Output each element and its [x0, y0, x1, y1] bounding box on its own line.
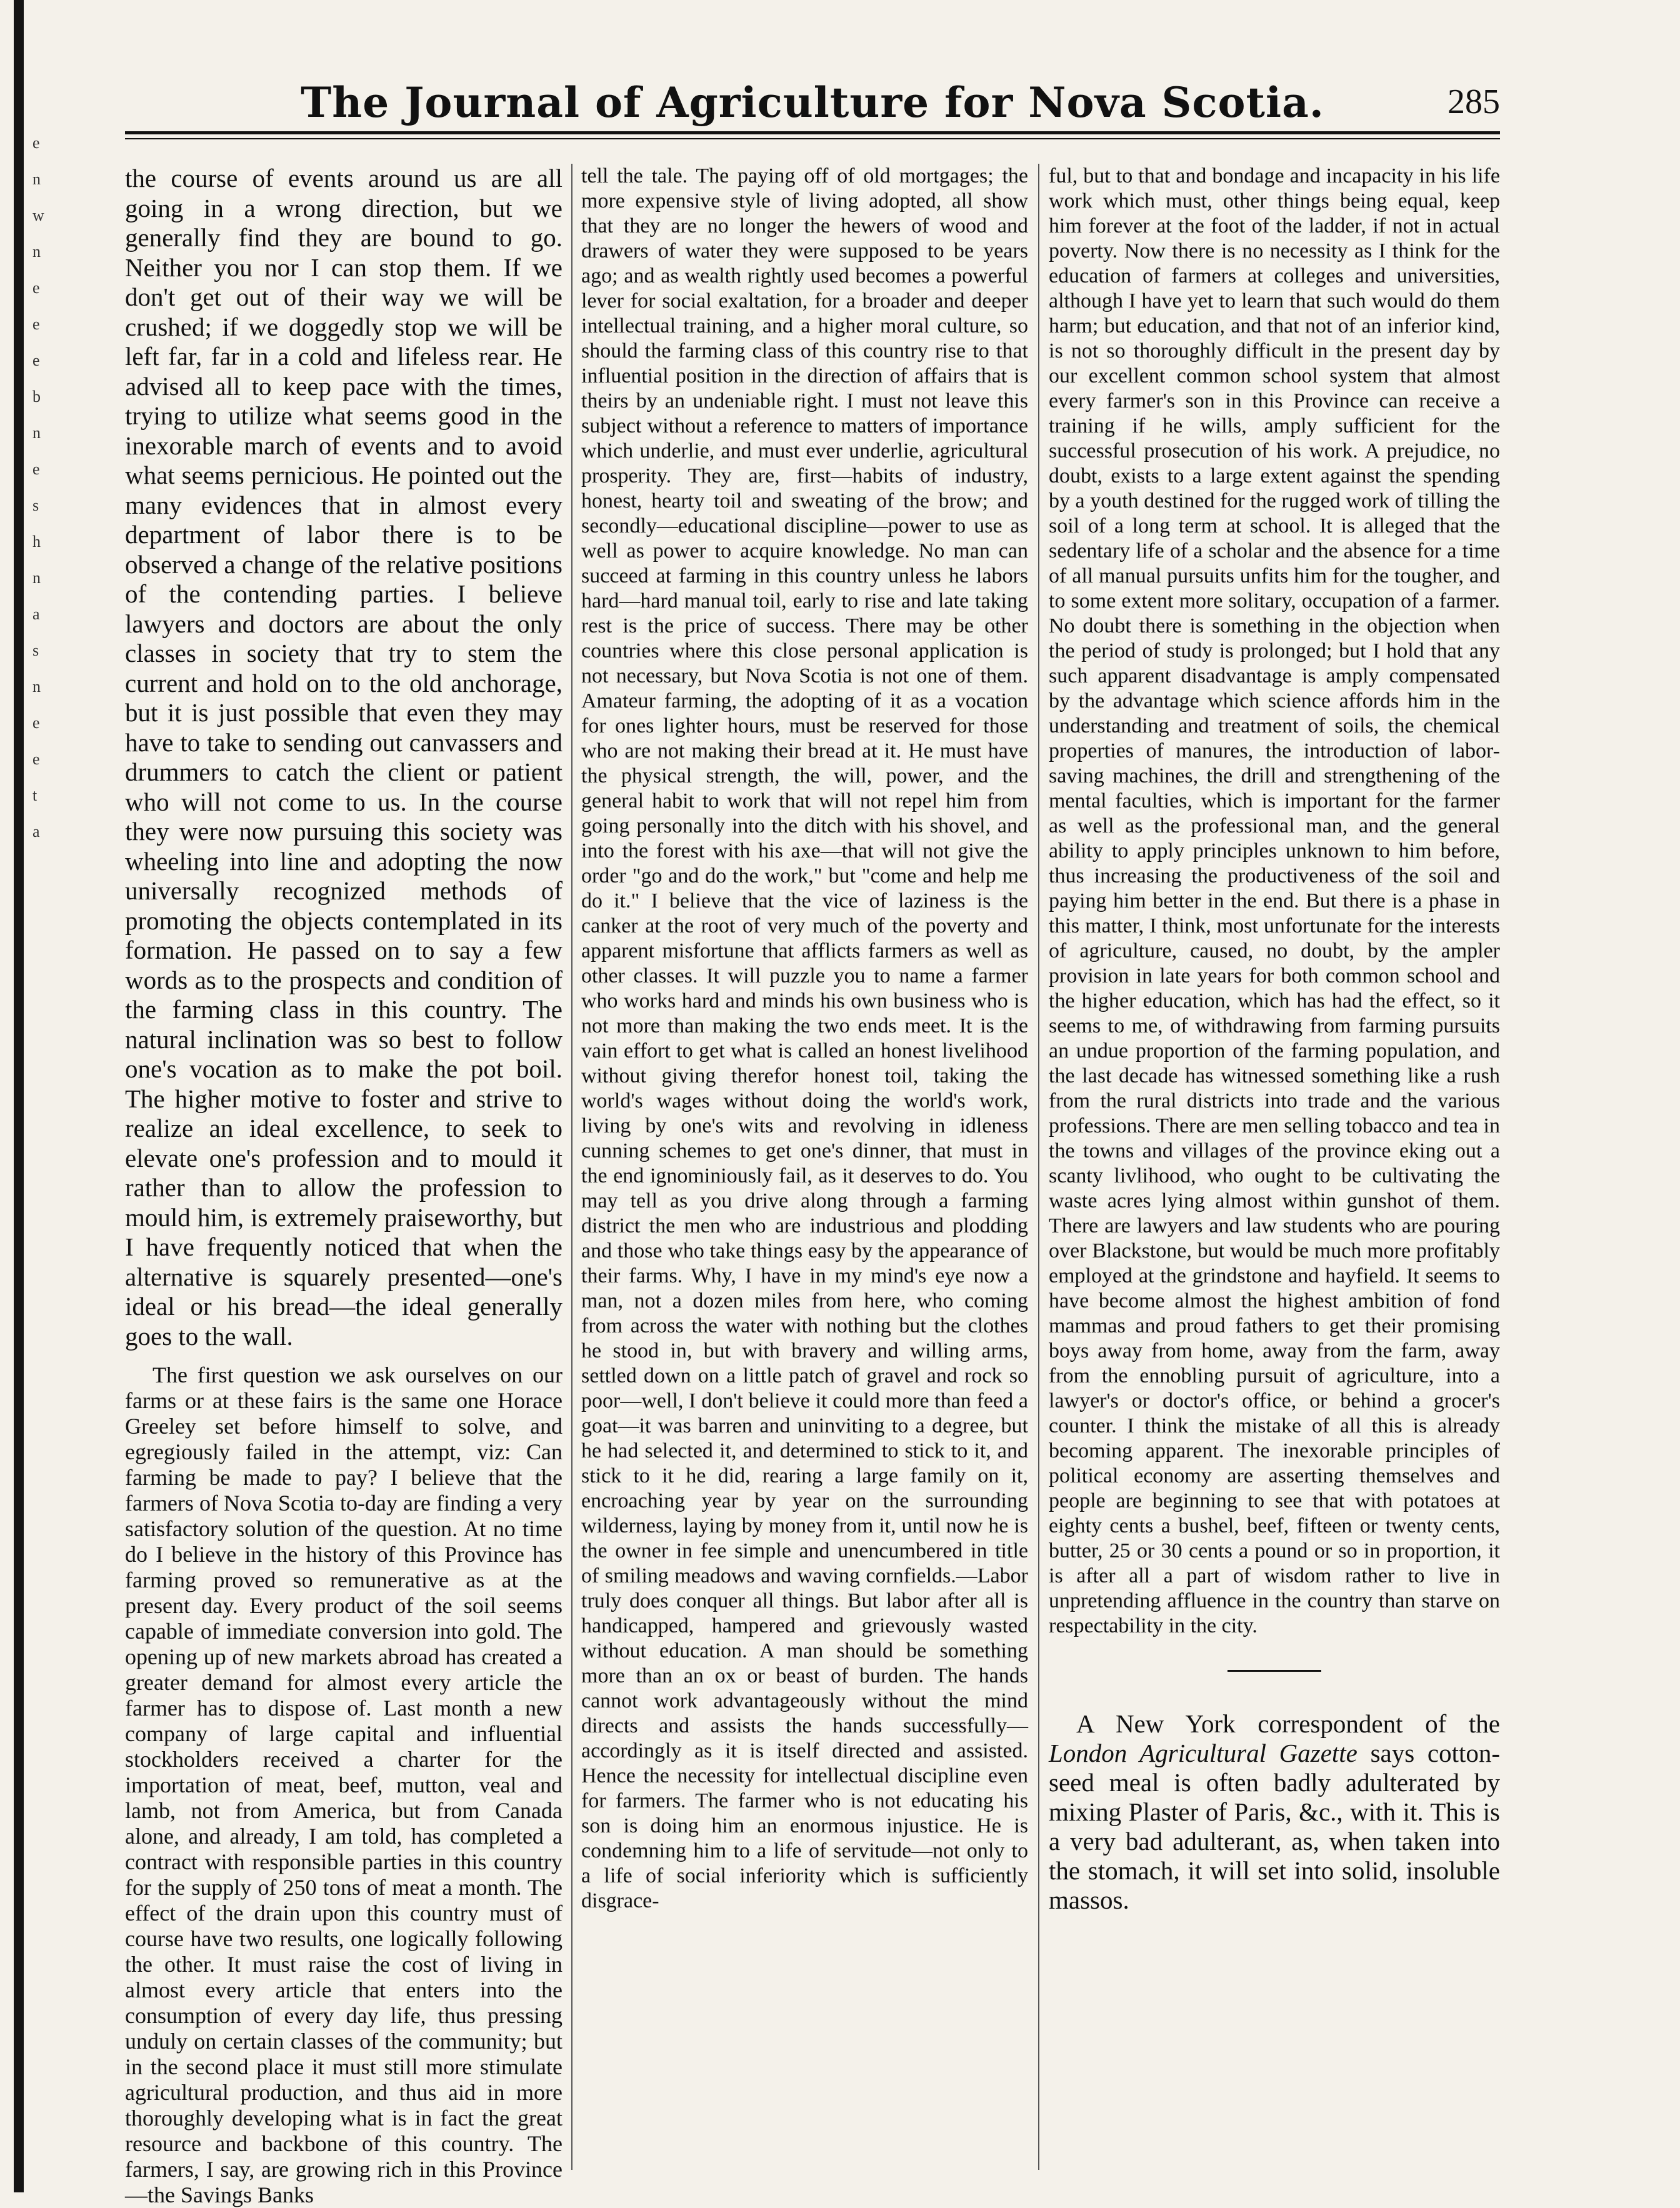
- page-header: [125, 78, 1500, 128]
- margin-fragment: e: [32, 460, 40, 478]
- article-divider: [1228, 1670, 1321, 1672]
- news-note: [1049, 1709, 1500, 1915]
- book-spine-edge: [14, 0, 24, 2192]
- margin-fragments: [32, 125, 58, 850]
- margin-fragment: n: [32, 242, 41, 261]
- running-title: The Journal of Agriculture for Nova Scotia.: [301, 78, 1324, 127]
- margin-fragment: h: [32, 532, 41, 551]
- column-separator: [1038, 164, 1039, 2170]
- paragraph: the course of events around us are all going in a wrong direction, but we generally find they are bound to go. Neither you nor I can stop them. If we don't get out of their way we will be crushed; if we doggedly stop we will be left far, far in a cold and lifeless rear. He advised all to keep pace with the times, trying to utilize what seems good in the inexorable march of events and to avoid what seems pernicious. He pointed out the many evidences that in almost every department of labor there is to be observed a change of the relative positions of the contending parties. I believe lawyers and doctors are about the only classes in society that try to stem the current and hold on to the old anchorage, but it is just possible that even they may have to take to sending out canvassers and drummers to catch the client or patient who will not come to us. In the course they were now pursuing this society was wheeling into line and adopting the now universally recognized methods of promoting the objects contemplated in its formation. He passed on to say a few words as to the prospects and condition of the farming class in this country. The natural inclination was so best to follow one's vocation as to make the pot boil. The higher motive to foster and strive to realize an ideal excellence, to seek to elevate one's profession and to mould it rather than to allow the profession to mould him, is extremely praiseworthy, but I have frequently noticed that when the alternative is squarely presented—one's ideal or his bread—the ideal generally goes to the wall.: [125, 164, 562, 1351]
- text-column-3: [1049, 164, 1500, 2170]
- header-rule-thick: [125, 131, 1500, 134]
- margin-fragment: n: [32, 677, 41, 696]
- margin-fragment: n: [32, 170, 41, 188]
- margin-fragment: n: [32, 424, 41, 442]
- note-lead: A New York correspondent of the: [1076, 1709, 1500, 1738]
- margin-fragment: n: [32, 569, 41, 587]
- header-rule-thin: [125, 138, 1500, 139]
- paragraph: tell the tale. The paying off of old mortgages; the more expensive style of living adopted, all show that they are no longer the hewers of wood and drawers of water they were supposed to be years ago; and as wealth rightly used becomes a powerful lever for social exaltation, for a broader and deeper intellectual training, and a higher moral culture, so should the farming class of this country rise to that influential position in the direction of affairs that is theirs by an undeniable right. I must not leave this subject without a reference to matters of importance which underlie, and must ever underlie, agricultural prosperity. They are, first—habits of industry, honest, hearty toil and sweating of the brow; and secondly—educational discipline—power to use as well as power to acquire knowledge. No man can succeed at farming in this country unless he labors hard—hard manual toil, early to rise and late taking rest is the price of success. There may be other countries where this close personal application is not necessary, but Nova Scotia is not one of them. Amateur farming, the adopting of it as a vocation for ones lighter hours, must be reserved for those who are not making their bread at it. He must have the physical strength, the will, power, and the general habit to work that will not repel him from going personally into the ditch with his shovel, and into the forest with his axe—that will not give the order "go and do the work," but "come and help me do it." I believe that the vice of laziness is the canker at the root of very much of the poverty and apparent misfortune that afflicts farmers as well as other classes. It will puzzle you to name a farmer who works hard and minds his own business who is not more than making the two ends meet. It is the vain effort to get what is called an honest livelihood without giving therefor honest toil, taking the world's wages without doing the world's work, living by one's wits and revolving in idleness cunning schemes to get one's dinner, that must in the end ignominiously fail, as it deserves to do. You may tell as you drive along through a farming district the men who are industrious and plodding and those who take things easy by the appearance of their farms. Why, I have in my mind's eye now a man, not a dozen miles from here, who coming from across the water with nothing but the clothes he stood in, but with bravery and willing arms, settled down on a little patch of gravel and rock so poor—well, I don't believe it could more than feed a goat—it was barren and uninviting to a degree, but he had selected it, and determined to stick to it, and stick to it he did, rearing a large family on it, encroaching year by year on the surrounding wilderness, laying by money from it, until now he is the owner in fee simple and unencumbered in title of smiling meadows and waving cornfields.—Labor truly does conquer all things. But labor after all is handicapped, hampered and grievously wasted without education. A man should be something more than an ox or beast of burden. The hands cannot work advantageously without the mind directs and assists the hands successfully—accordingly as it is itself directed and assisted. Hence the necessity for intellectual discipline even for farmers. The farmer who is not educating his son is doing him an enormous injustice. He is condemning him to a life of servitude—not only to a life of social inferiority which is sufficiently disgrace-: [581, 164, 1028, 1912]
- column-separator: [571, 164, 572, 2170]
- text-column-1: [125, 164, 562, 2207]
- margin-fragment: e: [32, 315, 40, 333]
- note-source: London Agricultural Gazette: [1049, 1739, 1358, 1767]
- margin-fragment: e: [32, 351, 40, 369]
- margin-fragment: e: [32, 134, 40, 152]
- margin-fragment: s: [32, 496, 39, 514]
- text-column-2: [581, 164, 1028, 2170]
- paragraph: The first question we ask ourselves on our farms or at these fairs is the same one Horace Greeley set before himself to solve, and egregiously failed in the attempt, viz: Can farming be made to pay? I believe that the farmers of Nova Scotia to-day are finding a very satisfactory solution of the question. At no time do I believe in the history of this Province has farming proved so remunerative as at the present day. Every product of the soil seems capable of immediate conversion into gold. The opening up of new markets abroad has created a greater demand for almost every article the farmer has to dispose of. Last month a new company of large capital and influential stockholders received a charter for the importation of meat, beef, mutton, veal and lamb, not from America, but from Canada alone, and already, I am told, has completed a contract with responsible parties in this country for the supply of 250 tons of meat a month. The effect of the drain upon this country must of course have two results, one logically following the other. It must raise the cost of living in almost every article that enters into the consumption of every day life, thus pressing unduly on certain classes of the community; but in the second place it must still more stimulate agricultural production, and thus aid in more thoroughly developing what is in fact the great resource and backbone of this country. The farmers, I say, are growing rich in this Province—the Savings Banks: [125, 1362, 562, 2207]
- page-number: 285: [1448, 82, 1500, 121]
- margin-fragment: e: [32, 750, 40, 768]
- margin-fragment: w: [32, 206, 44, 224]
- margin-fragment: a: [32, 822, 40, 841]
- margin-fragment: t: [32, 786, 38, 804]
- margin-fragment: e: [32, 714, 40, 732]
- margin-fragment: a: [32, 605, 40, 623]
- margin-fragment: b: [32, 387, 41, 406]
- note-body: says cotton-seed meal is often badly adulterated by mixing Plaster of Paris, &c., with it. This is a very bad adulterant, as, when taken into the stomach, it will set into solid, insoluble massos.: [1049, 1739, 1500, 1914]
- paragraph: ful, but to that and bondage and incapacity in his life work which must, other things being equal, keep him forever at the foot of the ladder, if not in actual poverty. Now there is no necessity as I think for the education of farmers at colleges and universities, although I have yet to learn that such would do them harm; but education, and that not of an inferior kind, is not so thoroughly difficult in the present day by our excellent common school system that almost every farmer's son in this Province can receive a training if he wills, amply sufficient for the successful prosecution of his work. A prejudice, no doubt, exists to a large extent against the spending by a youth destined for the rugged work of tilling the soil of a long term at school. It is alleged that the sedentary life of a scholar and the absence for a time of all manual pursuits unfits him for the tougher, and to some extent more solitary, occupation of a farmer. No doubt there is something in the objection when the period of study is prolonged; but I hold that any such apparent disadvantage is amply compensated by the advantage which science affords him in the understanding and treatment of soils, the chemical properties of manures, the introduction of labor-saving machines, the drill and strengthening of the mental faculties, which is important for the farmer as well as the professional man, and the general ability to apply principles unknown to him before, thus increasing the productiveness of the soil and paying him better in the end. But there is a phase in this matter, I think, most unfortunate for the interests of agriculture, caused, no doubt, by the ampler provision in late years for both common school and the higher education, which has had the effect, so it seems to me, of withdrawing from farming pursuits an undue proportion of the farming population, and the last decade has witnessed something like a rush from the rural districts into trade and the various professions. There are men selling tobacco and tea in the towns and villages of the province eking out a scanty livlihood, who ought to be cultivating the waste acres lying almost within gunshot of them. There are lawyers and law students who are pouring over Blackstone, but would be much more profitably employed at the grindstone and hayfield. It seems to have become almost the highest ambition of fond mammas and proud fathers to get their promising boys away from home, away from the farm, away from the ennobling pursuit of agriculture, into a lawyer's or doctor's office, or behind a grocer's counter. I think the mistake of all this is already becoming apparent. The inexorable principles of political economy are asserting themselves and people are beginning to see that with potatoes at eighty cents a bushel, beef, fifteen or twenty cents, butter, 25 or 30 cents a pound or so in proportion, it is after all a part of wisdom rather to live in unpretending affluence in the country than starve on respectability in the city.: [1049, 164, 1500, 1637]
- margin-fragment: e: [32, 279, 40, 297]
- margin-fragment: s: [32, 641, 39, 659]
